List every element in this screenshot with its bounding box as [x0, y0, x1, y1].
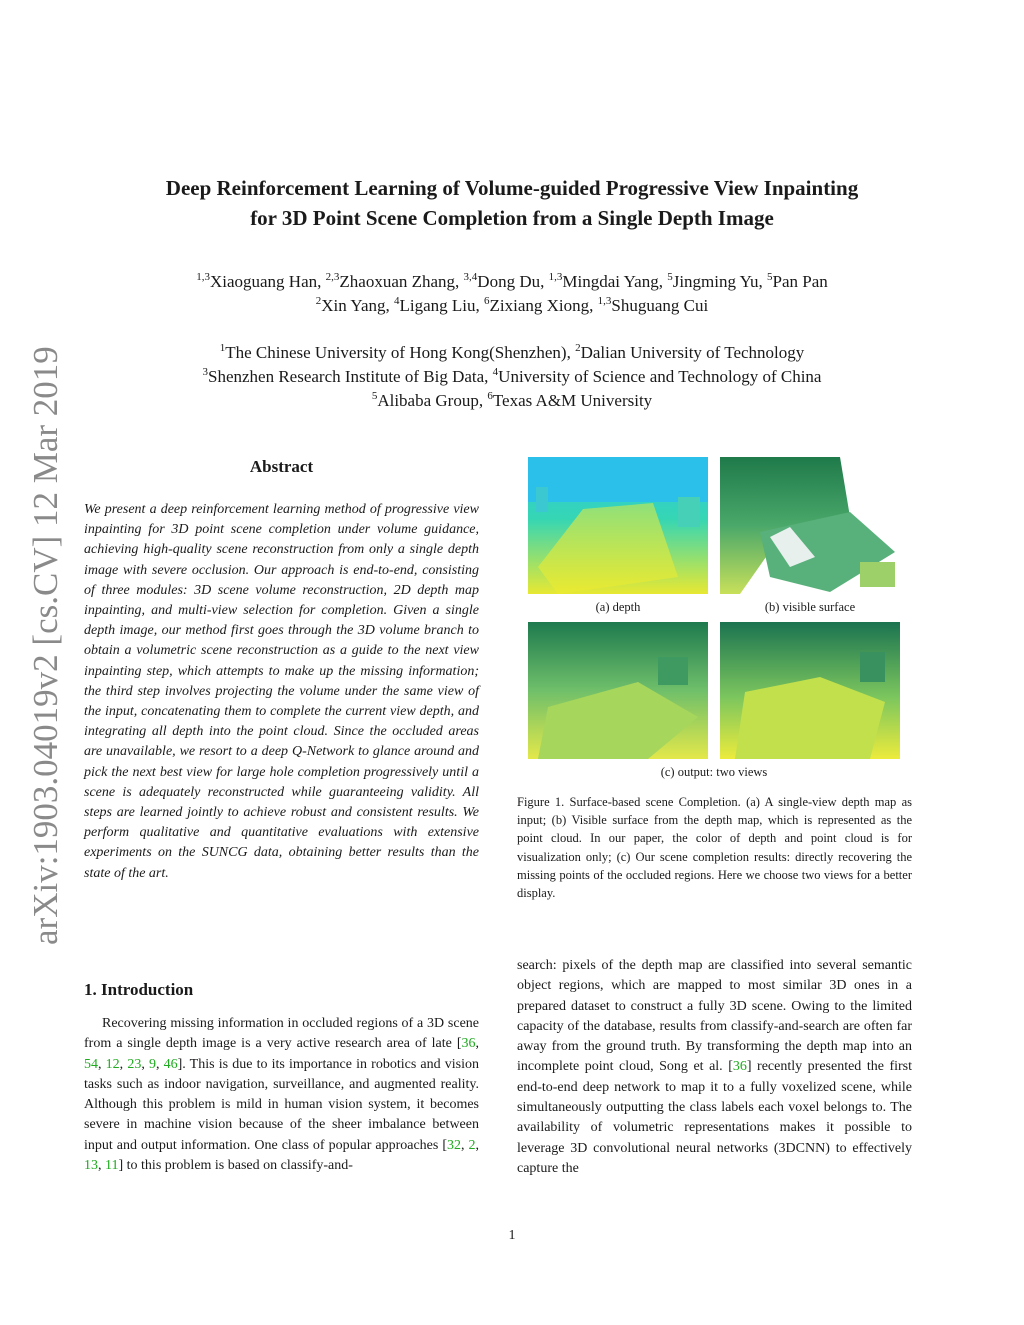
figure-depth-map-image	[528, 457, 708, 594]
affiliation: $^3$Shenzhen Research Institute of Big Data,	[202, 366, 493, 386]
affiliation: $^5$Alibaba Group,	[371, 390, 488, 410]
figure-visible-surface-image	[720, 457, 900, 594]
paper-title	[60, 173, 964, 233]
affiliation: $^4$University of Science and Technology of China	[492, 366, 822, 386]
body-paragraph-right: search: pixels of the depth map are classified into several semantic object regions, which are mapped to most similar 3D ones in a prepared dataset to construct a fully 3D scene. Owing to the limited capacity of the database, results from classify-and-search are often far away from the ground truth. By transforming the depth map into an incomplete point cloud, Song et al. [36] recently presented the first end-to-end deep network to map it to a fully voxelized scene, while simultaneously outputting the class labels each voxel belongs to. The availability of volumetric representations makes it possible to leverage 3D convolutional neural networks (3DCNN) to effectively capture the	[517, 958, 912, 1176]
authors-line-1	[60, 270, 964, 294]
citation-link[interactable]: 12	[105, 1056, 120, 1072]
section-heading-introduction: 1. Introduction	[84, 980, 194, 999]
citation-link[interactable]: 13	[84, 1158, 98, 1174]
author: $^2$Xin Yang,	[315, 295, 395, 315]
author: $^{1,3}$Shuguang Cui	[597, 295, 709, 315]
affiliation: $^2$Dalian University of Technology	[575, 342, 805, 362]
figure-output-view-1-image	[528, 622, 708, 759]
affiliation-line-1	[60, 341, 964, 365]
subcaption-b: (b) visible surface	[764, 600, 856, 614]
citation-link[interactable]: 36	[732, 1059, 747, 1075]
subcaption-c: (c) output: two views	[660, 765, 768, 779]
subcaption-a: (a) depth	[595, 600, 641, 614]
title-line-1: Deep Reinforcement Learning of Volume-guided Progressive View Inpainting	[165, 176, 859, 200]
author: $^{2,3}$Zhaoxuan Zhang,	[325, 271, 464, 291]
citation-link[interactable]: 2	[468, 1137, 476, 1153]
title-line-2: for 3D Point Scene Completion from a Single Depth Image	[250, 206, 774, 230]
figure-output-view-2-image	[720, 622, 900, 759]
abstract-heading: Abstract	[249, 457, 314, 476]
citation-link[interactable]: 23	[127, 1056, 142, 1072]
arxiv-identifier: arXiv:1903.04019v2 [cs.CV] 12 Mar 2019	[26, 346, 65, 945]
affiliation-line-2	[60, 365, 964, 389]
abstract-text: We present a deep reinforcement learning method of progressive view inpainting for 3D point scene completion under volume guidance, achieving high-quality scene reconstruction from only a single depth image with severe occlusion. Our approach is end-to-end, consisting of three modules: 3D scene volume reconstruction, 2D depth map inpainting, and multi-view selection for completion. Given a single depth image, our method first goes through the 3D volume branch to obtain a volumetric scene reconstruction as a guide to the next view inpainting step, which attempts to make up the missing information; the third step involves projecting the volume under the same view of the input, concatenating them to complete the current view depth, and integrating all depth into the point cloud. Since the occluded areas are unavailable, we resort to a deep Q-Network to glance around and pick the next best view for large hole completion progressively until a scene is adequately reconstructed while guaranteeing validity. All steps are learned jointly to achieve robust and consistent results. We perform qualitative and quantitative evaluations with extensive experiments on the SUNCG data, obtaining better results than the state of the art.	[84, 502, 479, 881]
author: $^6$Zixiang Xiong,	[484, 295, 598, 315]
introduction-paragraph: Recovering missing information in occluded regions of a 3D scene from a single depth image is a very active research area of late [36, 54, 12, 23, 9, 46]. This is due to its importance in robotics and vision tasks such as indoor navigation, surveillance, and augmented reality. Although this problem is mild in human vision system, it becomes severe in machine vision because of the sheer imbalance between input and output information. One class of popular approaches [32, 2, 13, 11] to this problem is based on classify-and-	[84, 1016, 480, 1174]
affiliation-line-3	[60, 389, 964, 413]
author: $^5$Jingming Yu,	[667, 271, 768, 291]
author: $^{1,3}$Xiaoguang Han,	[196, 271, 326, 291]
citation-link[interactable]: 54	[84, 1056, 98, 1072]
figure-caption: Figure 1. Surface-based scene Completion. (a) A single-view depth map as input; (b) Visible surface from the depth map, which is represented as the point cloud. In our paper, the color of depth and point cloud is for visualization only; (c) Our scene completion results: directly recovering the missing points of the occluded regions. Here we choose two views for a better display.	[517, 795, 912, 901]
author: $^{1,3}$Mingdai Yang,	[548, 271, 668, 291]
author: $^{3,4}$Dong Du,	[463, 271, 549, 291]
affiliation: $^6$Texas A&M University	[487, 390, 653, 410]
citation-link[interactable]: 9	[148, 1056, 156, 1072]
citation-link[interactable]: 32	[447, 1137, 461, 1153]
citation-link[interactable]: 46	[163, 1056, 178, 1072]
citation-link[interactable]: 11	[105, 1158, 119, 1174]
author: $^5$Pan Pan	[767, 271, 828, 291]
citation-link[interactable]: 36	[461, 1036, 476, 1052]
affiliation: $^1$The Chinese University of Hong Kong(Shenzhen),	[219, 342, 576, 362]
page-number: 1	[508, 1228, 516, 1243]
authors-line-2	[60, 294, 964, 318]
author: $^4$Ligang Liu,	[394, 295, 485, 315]
